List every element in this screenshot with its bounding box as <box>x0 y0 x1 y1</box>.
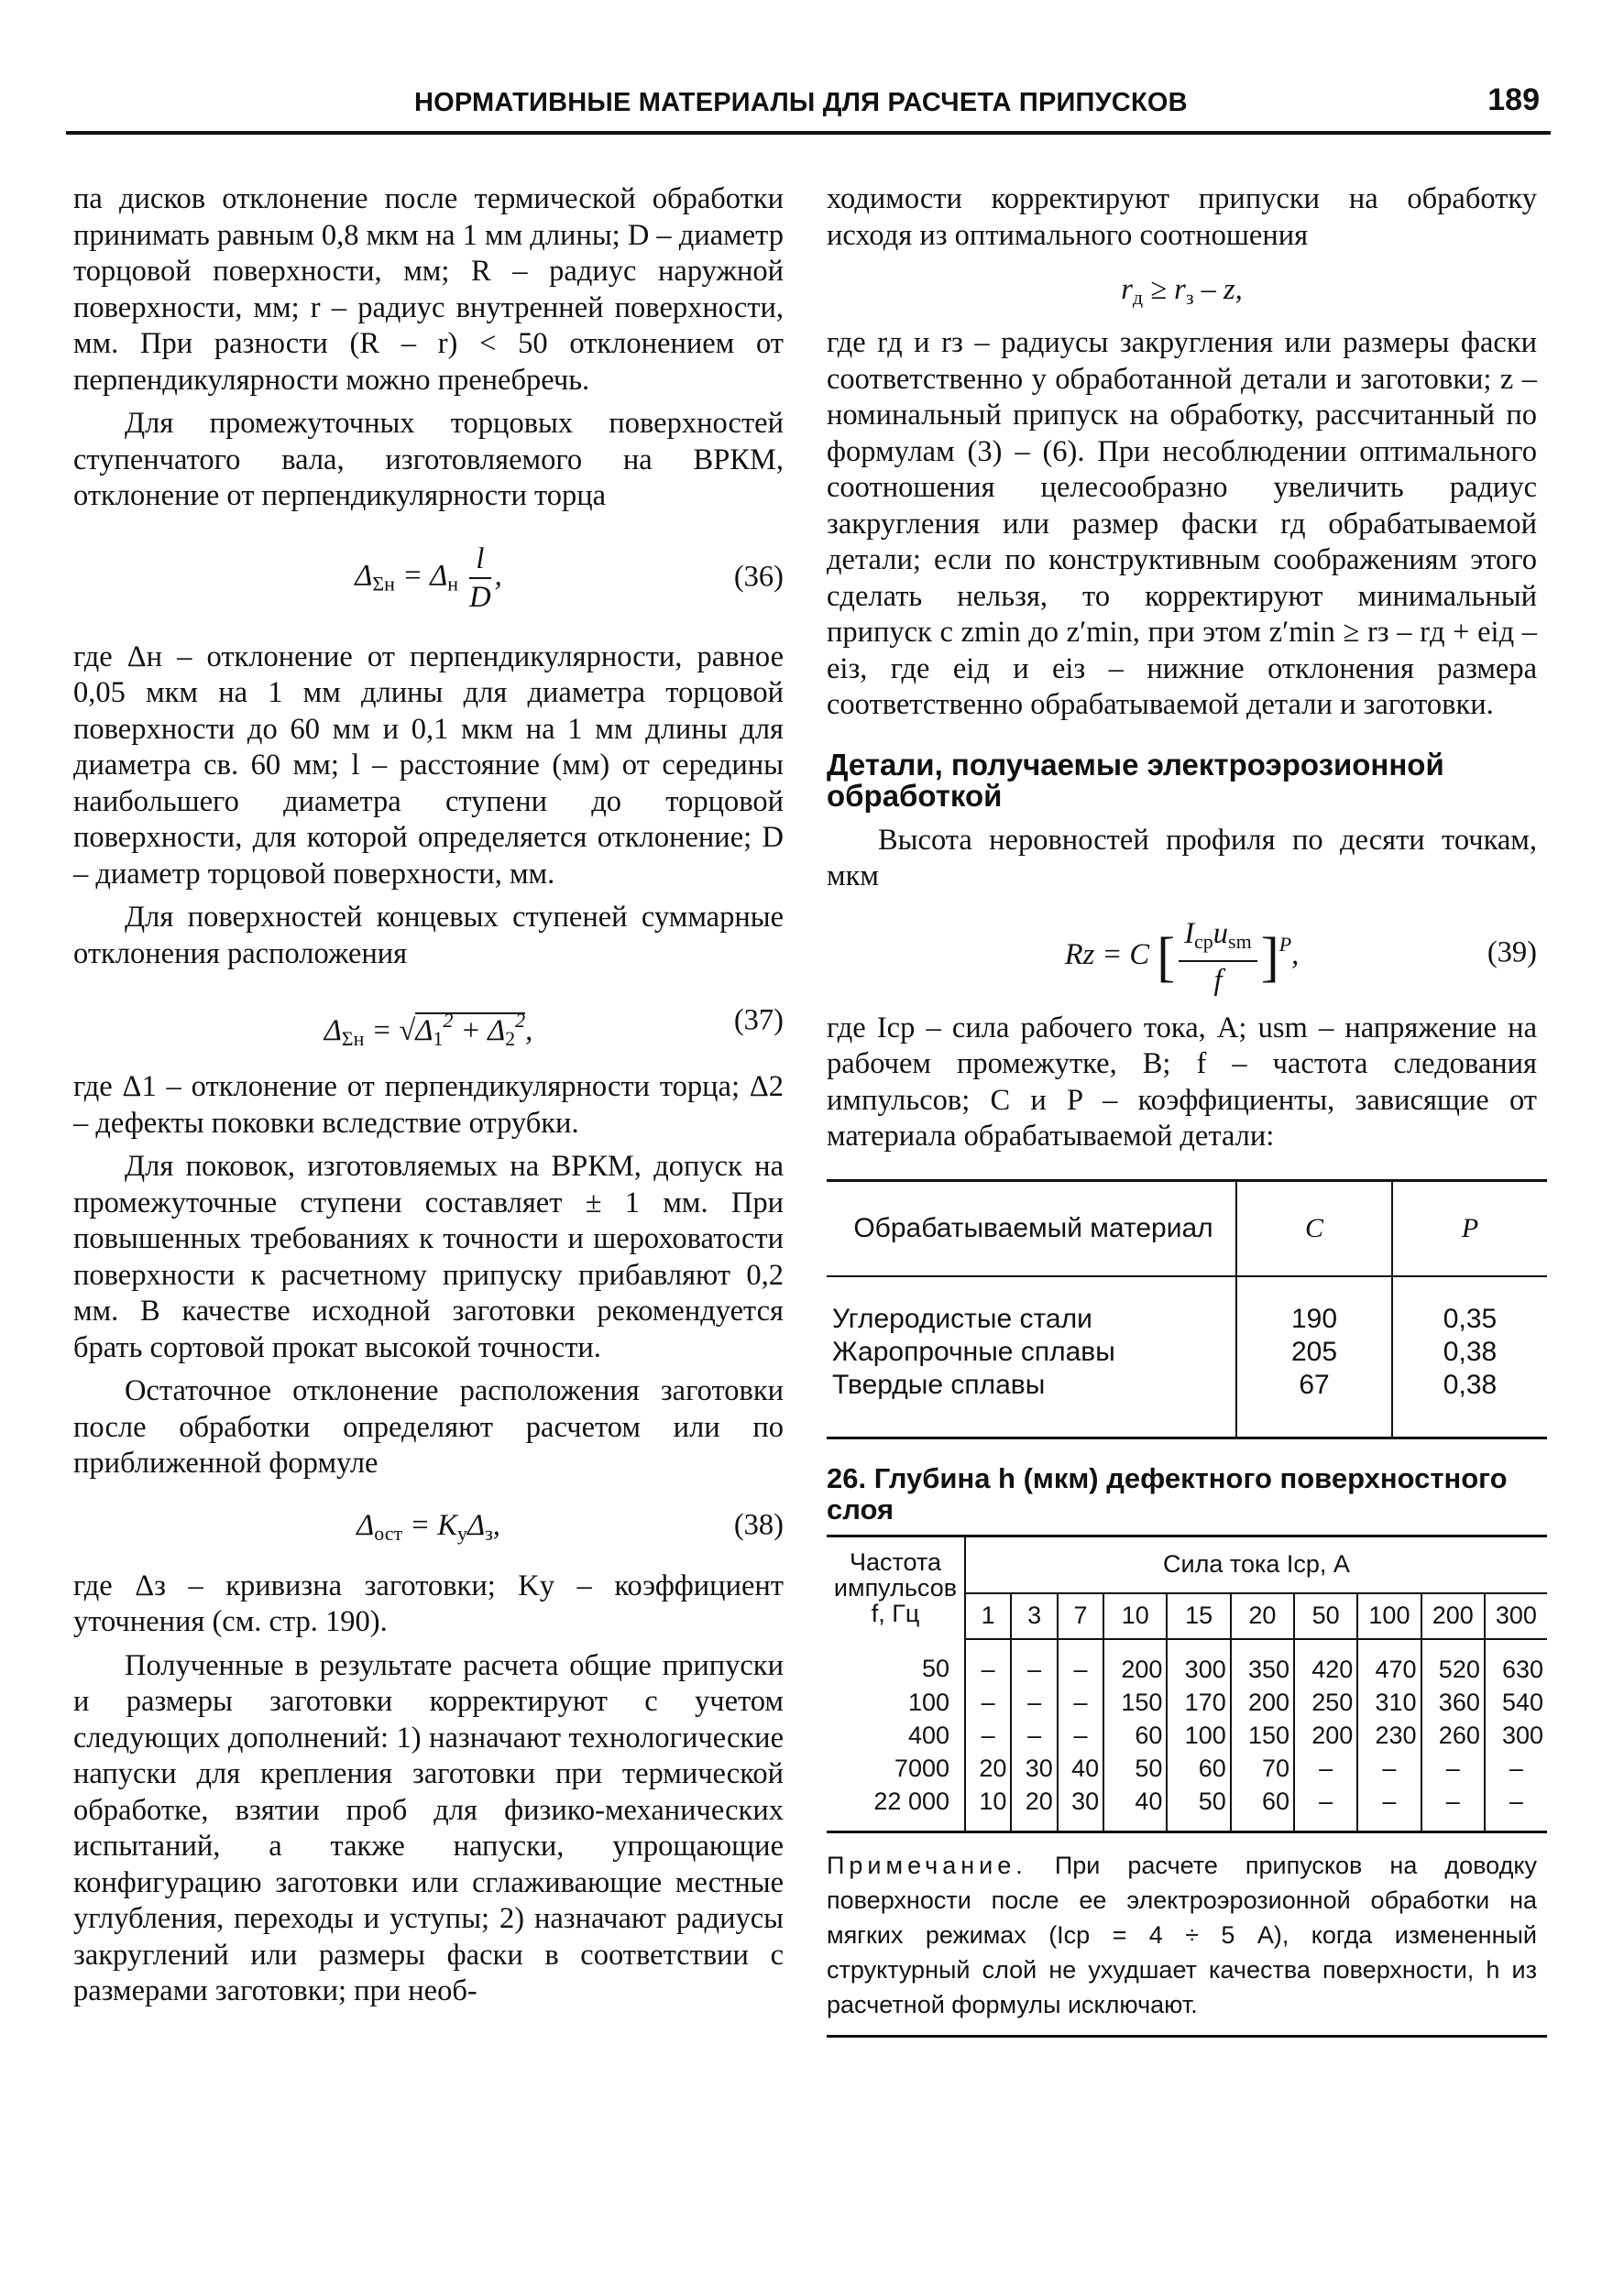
formula-38: $\Delta_{ост} = K_у\Delta_з$, (38) <box>357 1507 784 1545</box>
table-cell: – <box>965 1719 1011 1752</box>
current-header: 3 <box>1011 1593 1057 1639</box>
paragraph: ходимости корректируют припуски на обработку исходя из оптимального соотношения <box>827 182 1537 252</box>
current-header: 300 <box>1485 1593 1547 1639</box>
current-header: 20 <box>1231 1593 1294 1639</box>
table-row <box>827 1719 1547 1752</box>
table-cell: Жаропрочные сплавы <box>832 1336 1115 1367</box>
table-cell: 400 <box>907 1721 949 1749</box>
table-cell: 250 <box>1294 1686 1357 1719</box>
paragraph: Для промежуточных торцовых поверхностей ступенчатого вала, изготовляемого на ВРКМ, отклонение от перпендикулярности торца <box>73 407 784 512</box>
current-header: 200 <box>1421 1593 1485 1639</box>
right-column <box>827 181 1543 2038</box>
table-note <box>827 1848 1537 2022</box>
defect-layer-table <box>827 1535 1547 1833</box>
table-cell: 10 <box>965 1785 1011 1832</box>
table-cell: 22 000 <box>827 1785 965 1832</box>
table-cell: – <box>1011 1639 1057 1686</box>
current-header: 1 <box>965 1593 1011 1639</box>
table-cell: 30 <box>1058 1785 1103 1832</box>
table-row <box>827 1336 1547 1369</box>
table-cell: 30 <box>1011 1752 1057 1785</box>
formula-37: $\Delta_{\Sigma н} = √\Delta_1^2 + \Delta_2^2$, (37) <box>324 1003 784 1050</box>
table-cell: 300 <box>1485 1719 1547 1752</box>
table-cell: 67 <box>1236 1369 1392 1438</box>
group-header: Сила тока Iср, А <box>965 1536 1547 1593</box>
formula-number: (37) <box>733 1003 784 1037</box>
table-cell: 470 <box>1357 1639 1421 1686</box>
left-column <box>73 181 784 2010</box>
table-cell: 150 <box>1231 1719 1294 1752</box>
table-cell: – <box>1058 1686 1103 1719</box>
paragraph: Полученные в результате расчета общие припуски и размеры заготовки корректируют с учетом следующих дополнений: 1) назначают технологические напуски для крепления заготовки при термической обработке, взятии проб для физико-механических испытаний, а также напуски, упрощающие конфигурацию заготовки или сглаживающие местные углубления, переходы и уступы; 2) назначают радиусы закруглений или размеры фаски в соответствии с размерами заготовки; при необ- <box>73 1648 784 2007</box>
header-rule <box>66 131 1551 135</box>
paragraph: где Δ1 – отклонение от перпендикулярности торца; Δ2 – дефекты поковки вследствие отрубки. <box>73 1070 784 1140</box>
table-cell: Твердые сплавы <box>827 1369 1236 1438</box>
table-cell: 50 <box>921 1655 949 1682</box>
table-title: 26. Глубина h (мкм) дефектного поверхностного слоя <box>827 1461 1508 1525</box>
paragraph: Для поковок, изготовляемых на ВРКМ, допуск на промежуточные ступени составляет ± 1 мм. При повышенных требованиях к точности и шероховатости поверхности к расчетному припуску прибавляют 0,2 мм. В качестве исходной заготовки рекомендуется брать сортовой прокат высокой точности. <box>73 1150 784 1364</box>
table-cell: 520 <box>1421 1639 1485 1686</box>
table-cell: – <box>965 1639 1011 1686</box>
paragraph: где Δз – кривизна заготовки; Kу – коэффициент уточнения (см. стр. 190). <box>73 1569 784 1638</box>
running-title: НОРМАТИВНЫЕ МАТЕРИАЛЫ ДЛЯ РАСЧЕТА ПРИПУСКОВ <box>414 88 1188 117</box>
formula-36: $\Delta_{\Sigma н} = \Delta_н$ $\frac{l}{D}$ , (36) <box>355 541 784 614</box>
table-row <box>827 1752 1547 1785</box>
table-cell: – <box>1485 1752 1547 1785</box>
table-cell: – <box>1421 1785 1485 1832</box>
current-header: 50 <box>1294 1593 1357 1639</box>
table-cell: 70 <box>1231 1752 1294 1785</box>
table-cell: 0,38 <box>1392 1369 1547 1438</box>
table-cell: – <box>1485 1785 1547 1832</box>
table-cell: – <box>1058 1719 1103 1752</box>
table-cell: 0,38 <box>1392 1336 1547 1369</box>
table-cell: 200 <box>1103 1639 1167 1686</box>
current-header: 10 <box>1103 1593 1167 1639</box>
formula-number: (38) <box>733 1507 784 1541</box>
table-cell: 60 <box>1231 1785 1294 1832</box>
column-header: P <box>1392 1180 1547 1276</box>
table-cell: 50 <box>1103 1752 1167 1785</box>
table-cell: 20 <box>1011 1785 1057 1832</box>
table-cell: – <box>1421 1752 1485 1785</box>
paragraph: где Δн – отклонение от перпендикулярности, равное 0,05 мкм на 1 мм длины для диаметра торцовой поверхности до 60 мм и 0,1 мкм на 1 мм длины для диаметра св. 60 мм; l – расстояние (мм) от середины наибольшего диаметра ступени до торцовой поверхности, для которой определяется отклонение; D – диаметр торцовой поверхности, мм. <box>73 640 784 891</box>
note-label: Примечание. <box>827 1851 1027 1879</box>
table-cell: 420 <box>1294 1639 1357 1686</box>
table-cell: 540 <box>1485 1686 1547 1719</box>
table-cell: 200 <box>1294 1719 1357 1752</box>
paragraph: Остаточное отклонение расположения заготовки после обработки определяют расчетом или по приближенной формуле <box>73 1374 784 1480</box>
table-cell: 630 <box>1485 1639 1547 1686</box>
material-coefficients-table <box>827 1179 1547 1439</box>
current-header: 15 <box>1167 1593 1230 1639</box>
table-cell: 100 <box>907 1688 949 1716</box>
table-cell: 100 <box>1167 1719 1230 1752</box>
table-row <box>827 1369 1547 1438</box>
table-cell: 0,35 <box>1392 1276 1547 1336</box>
section-heading: Детали, получаемые электроэрозионной обработкой <box>827 747 1444 813</box>
table-cell: 310 <box>1357 1686 1421 1719</box>
table-cell: 60 <box>1103 1719 1167 1752</box>
table-cell: – <box>1058 1639 1103 1686</box>
table-cell: 205 <box>1236 1336 1392 1369</box>
formula-radius: $r_д \ge r_з - z$, <box>1121 273 1243 309</box>
table-cell: 350 <box>1231 1639 1294 1686</box>
table-cell: – <box>1357 1752 1421 1785</box>
table-cell: 7000 <box>894 1754 949 1782</box>
page-header <box>66 81 1551 117</box>
table-cell: 200 <box>1231 1686 1294 1719</box>
table-cell: 300 <box>1167 1639 1230 1686</box>
paragraph: Для поверхностей концевых ступеней суммарные отклонения расположения <box>73 901 784 970</box>
paragraph: где Iср – сила рабочего тока, А; usm – напряжение на рабочем промежутке, В; f – частота следования импульсов; C и P – коэффициенты, зависящие от материала обрабатываемой детали: <box>827 1011 1537 1153</box>
table-cell: 60 <box>1167 1752 1230 1785</box>
table-cell: 150 <box>1103 1686 1167 1719</box>
table-cell: Углеродистые стали <box>832 1303 1092 1334</box>
table-cell: – <box>1294 1752 1357 1785</box>
table-cell: 360 <box>1421 1686 1485 1719</box>
formula-number: (36) <box>733 559 784 593</box>
table-cell: – <box>965 1686 1011 1719</box>
table-cell: – <box>1011 1719 1057 1752</box>
paragraph: Высота неровностей профиля по десяти точкам, мкм <box>827 823 1537 892</box>
table-cell: 260 <box>1421 1719 1485 1752</box>
formula-39: Rz = C [ $\frac{I_{ср}u_{sm}}{f}$ ]$^P$, (39) <box>1064 916 1537 997</box>
table-row <box>827 1686 1547 1719</box>
table-cell: – <box>1011 1686 1057 1719</box>
table-row <box>827 1785 1547 1832</box>
row-header: Частота импульсов f, Гц <box>827 1536 965 1639</box>
page-number: 189 <box>1487 82 1540 117</box>
table-cell: – <box>1357 1785 1421 1832</box>
table-cell: 40 <box>1058 1752 1103 1785</box>
table-cell: 170 <box>1167 1686 1230 1719</box>
paragraph: где rд и rз – радиусы закругления или размеры фаски соответственно у обработанной детали и заготовки; z – номинальный припуск на обработку, рассчитанный по формулам (3) – (6). При несоблюдении оптимального соотношения целесообразно увеличить радиус закругления или размер фаски rд обрабатываемой детали; если по конструктивным соображениям этого сделать нельзя, то корректируют минимальный припуск с zmin до z′min, при этом z′min ≥ rз – rд + eiд – eiз, где eiд и eiз – нижние отклонения размера соответственно обрабатываемой детали и заготовки. <box>827 326 1537 721</box>
table-cell: 190 <box>1236 1276 1392 1336</box>
table-row <box>827 1639 1547 1686</box>
column-header: Обрабатываемый материал <box>827 1180 1236 1276</box>
formula-number: (39) <box>1487 935 1537 968</box>
current-header: 7 <box>1058 1593 1103 1639</box>
note-text: При расчете припусков на доводку поверхности после ее электроэрозионной обработки на мягких режимах (Iср = 4 ÷ 5 А), когда измененный структурный слой не ухудшает качества поверхности, h из расчетной формулы исключают. <box>827 1851 1537 2018</box>
paragraph: па дисков отклонение после термической обработки принимать равным 0,8 мкм на 1 мм длины; D – диаметр торцовой поверхности, мм; R – радиус наружной поверхности, мм; r – радиус внутренней поверхности, мм. При разности (R – r) < 50 отклонением от перпендикулярности можно пренебречь. <box>73 182 784 397</box>
table-cell: 20 <box>965 1752 1011 1785</box>
current-header: 100 <box>1357 1593 1421 1639</box>
column-header: C <box>1236 1180 1392 1276</box>
table-row <box>827 1276 1547 1336</box>
table-cell: 230 <box>1357 1719 1421 1752</box>
table-cell: 50 <box>1167 1785 1230 1832</box>
table-cell: – <box>1294 1785 1357 1832</box>
bottom-rule <box>827 2035 1547 2038</box>
table-cell: 40 <box>1103 1785 1167 1832</box>
